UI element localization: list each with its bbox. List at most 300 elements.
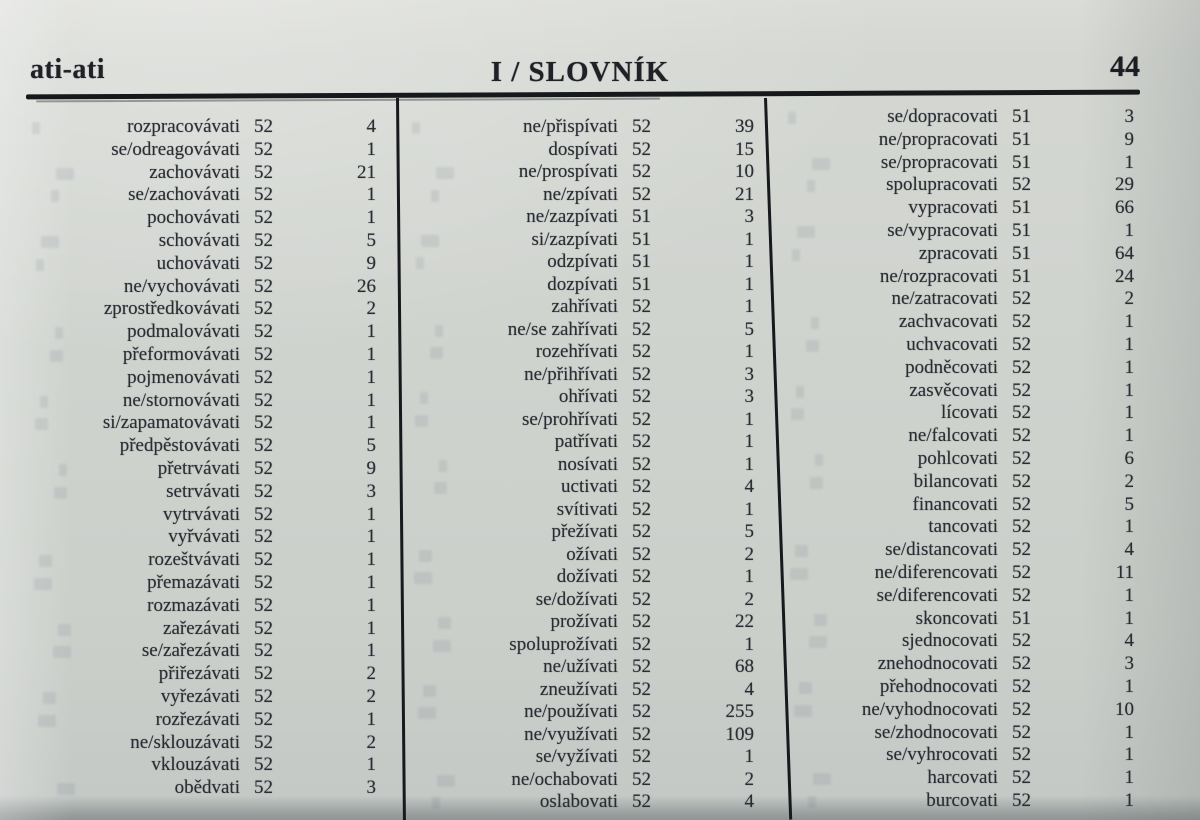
entry-row: [28, 367, 378, 390]
entry-count: 1: [1124, 767, 1134, 789]
entry-code: 51: [1012, 106, 1031, 127]
entry-row: [408, 274, 756, 297]
entry-count: 22: [735, 611, 754, 632]
entry-code: 51: [1012, 197, 1031, 219]
entry-count: 15: [735, 138, 754, 160]
entry-row: [408, 566, 756, 589]
entry-code: 52: [1012, 470, 1031, 492]
entry-word: se/odreagovávati: [111, 138, 240, 160]
entry-row: [784, 767, 1136, 790]
entry-row: [28, 435, 378, 458]
entry-row: [28, 709, 378, 732]
entry-word: svítivati: [556, 498, 618, 520]
entry-count: 1: [1124, 402, 1134, 424]
entry-word: tancovati: [928, 516, 998, 538]
entry-code: 51: [1012, 265, 1031, 287]
entry-word: dozpívati: [547, 273, 618, 295]
entry-word: pochovávati: [147, 207, 240, 229]
entry-count: 1: [366, 549, 376, 571]
entry-row: [408, 386, 756, 409]
entry-code: 52: [632, 791, 651, 812]
entry-count: 4: [744, 791, 754, 812]
header-rule: [26, 90, 1140, 100]
entry-row: [784, 334, 1136, 357]
entry-count: 4: [1124, 630, 1134, 652]
entry-row: [784, 425, 1136, 448]
entry-word: znehodnocovati: [877, 653, 998, 675]
entry-code: 52: [632, 723, 651, 745]
entry-count: 1: [366, 594, 376, 616]
entry-code: 52: [1012, 789, 1031, 811]
entry-count: 1: [366, 503, 376, 525]
entry-count: 6: [1124, 447, 1134, 469]
entry-count: 1: [1124, 789, 1134, 811]
entry-word: spolupracovati: [886, 174, 998, 196]
entry-word: se/prohřívati: [521, 408, 618, 430]
entry-code: 51: [632, 206, 651, 227]
entry-code: 52: [254, 321, 273, 343]
entry-word: vypracovati: [908, 197, 998, 219]
entry-word: oslabovati: [539, 791, 618, 812]
entry-code: 51: [632, 273, 651, 295]
entry-code: 52: [1012, 425, 1031, 447]
entry-row: [28, 116, 378, 139]
entry-row: [28, 184, 378, 207]
entry-row: [28, 344, 378, 367]
entry-count: 39: [735, 116, 754, 137]
entry-code: 52: [254, 594, 273, 616]
entry-count: 1: [744, 633, 754, 655]
entry-count: 1: [366, 366, 376, 388]
entry-row: [784, 676, 1136, 699]
entry-word: zprostředkovávati: [103, 298, 240, 320]
entry-count: 3: [744, 363, 754, 385]
entry-row: [784, 539, 1136, 562]
entry-row: [28, 663, 378, 686]
entry-word: se/zhodnocovati: [874, 721, 998, 743]
entry-row: [408, 251, 756, 274]
entry-word: se/vyžívati: [535, 746, 618, 767]
entry-row: [28, 686, 378, 709]
entry-count: 109: [725, 723, 754, 745]
entry-count: 2: [1124, 288, 1134, 310]
entry-row: [408, 769, 756, 792]
entry-row: [784, 106, 1136, 129]
entry-code: 52: [1012, 767, 1031, 789]
entry-count: 10: [735, 161, 754, 182]
entry-code: 52: [632, 363, 651, 385]
entry-code: 52: [632, 116, 651, 137]
entry-count: 2: [366, 731, 376, 753]
entry-code: 52: [1012, 333, 1031, 355]
entry-code: 52: [254, 252, 273, 274]
entry-word: vyřvávati: [168, 526, 240, 548]
entry-row: [784, 197, 1136, 220]
entry-row: [28, 526, 378, 549]
entry-word: pojmenovávati: [127, 366, 240, 388]
entry-row: [408, 116, 756, 139]
entry-count: 2: [744, 768, 754, 790]
entry-code: 52: [632, 701, 651, 722]
entry-row: [408, 656, 756, 679]
entry-row: [408, 139, 756, 162]
entry-count: 1: [744, 251, 754, 272]
entry-count: 1: [1124, 516, 1134, 538]
entry-word: ne/rozpracovati: [879, 265, 998, 287]
entry-code: 52: [632, 318, 651, 340]
entry-count: 1: [366, 617, 376, 639]
entry-code: 52: [632, 296, 651, 317]
entry-count: 1: [1124, 356, 1134, 378]
entry-count: 1: [744, 408, 754, 430]
entry-column-1: [28, 116, 378, 800]
entry-word: ne/prospívati: [518, 161, 618, 182]
entry-count: 2: [366, 685, 376, 707]
entry-count: 64: [1115, 242, 1134, 264]
entry-row: [28, 754, 378, 777]
entry-row: [28, 640, 378, 663]
entry-word: ne/zpívati: [543, 183, 618, 205]
entry-word: dožívati: [556, 566, 618, 587]
entry-word: přežívati: [551, 521, 618, 542]
entry-row: [784, 722, 1136, 745]
entry-code: 52: [1012, 721, 1031, 743]
entry-word: ne/propracovati: [878, 128, 998, 150]
entry-code: 52: [254, 298, 273, 320]
entry-code: 52: [632, 543, 651, 565]
entry-code: 52: [254, 161, 273, 183]
entry-row: [28, 549, 378, 572]
entry-count: 1: [1124, 151, 1134, 173]
entry-word: burcovati: [926, 789, 998, 811]
entry-word: ne/stornovávati: [122, 389, 240, 411]
entry-code: 52: [632, 138, 651, 160]
entry-code: 52: [632, 678, 651, 700]
entry-count: 5: [744, 521, 754, 542]
entry-code: 52: [254, 435, 273, 457]
entry-word: ne/se zahřívati: [507, 318, 618, 340]
entry-code: 52: [1012, 311, 1031, 333]
entry-count: 5: [366, 435, 376, 457]
entry-code: 51: [632, 251, 651, 272]
entry-code: 52: [254, 708, 273, 730]
entry-row: [784, 744, 1136, 767]
entry-code: 52: [632, 408, 651, 430]
entry-word: ožívati: [566, 543, 618, 565]
entry-code: 52: [1012, 174, 1031, 196]
entry-count: 1: [1124, 311, 1134, 333]
entry-count: 2: [744, 588, 754, 610]
entry-word: vyřezávati: [160, 685, 240, 707]
entry-count: 21: [735, 183, 754, 205]
entry-word: si/zazpívati: [531, 228, 618, 250]
entry-count: 1: [366, 571, 376, 593]
entry-word: se/distancovati: [885, 539, 998, 561]
entry-word: rozeštvávati: [148, 549, 240, 571]
entry-count: 1: [1124, 425, 1134, 447]
entry-word: setrvávati: [166, 480, 240, 502]
entry-word: ne/zazpívati: [526, 206, 618, 227]
entry-row: [408, 319, 756, 342]
entry-count: 1: [744, 341, 754, 362]
entry-word: si/zapamatovávati: [102, 412, 240, 434]
entry-count: 2: [1124, 470, 1134, 492]
entry-row: [784, 311, 1136, 334]
entry-row: [408, 679, 756, 702]
entry-code: 52: [1012, 653, 1031, 675]
entry-code: 52: [254, 731, 273, 753]
column-divider-1: [396, 98, 406, 820]
entry-row: [28, 732, 378, 755]
entry-count: 4: [366, 116, 376, 137]
entry-code: 52: [254, 343, 273, 365]
entry-count: 255: [725, 701, 754, 722]
entry-code: 52: [254, 549, 273, 571]
entry-code: 52: [1012, 493, 1031, 515]
entry-row: [28, 504, 378, 527]
entry-row: [784, 494, 1136, 517]
entry-word: zasvěcovati: [909, 379, 998, 401]
entry-count: 3: [744, 386, 754, 407]
entry-code: 52: [632, 768, 651, 790]
entry-word: se/propracovati: [880, 151, 998, 173]
entry-word: rozpracovávati: [127, 116, 240, 137]
entry-word: zařezávati: [163, 617, 240, 639]
entry-code: 52: [632, 566, 651, 587]
entry-word: pohlcovati: [917, 447, 998, 469]
entry-code: 52: [632, 633, 651, 655]
entry-row: [784, 243, 1136, 266]
entry-count: 5: [1124, 493, 1134, 515]
entry-word: ne/přihřívati: [524, 363, 618, 385]
entry-row: [408, 184, 756, 207]
entry-code: 51: [1012, 128, 1031, 150]
entry-word: ne/diferencovati: [874, 561, 998, 583]
entry-count: 3: [1124, 653, 1134, 675]
entry-count: 1: [744, 431, 754, 452]
entry-word: obědvati: [174, 777, 240, 799]
entry-word: rozmazávati: [147, 594, 240, 616]
entry-count: 1: [744, 228, 754, 250]
entry-word: uchovávati: [156, 252, 240, 274]
entry-code: 52: [632, 611, 651, 632]
entry-word: přehodnocovati: [879, 675, 998, 697]
entry-row: [408, 544, 756, 567]
entry-row: [28, 481, 378, 504]
entry-code: 52: [254, 640, 273, 662]
entry-count: 1: [366, 754, 376, 776]
entry-word: dospívati: [548, 138, 618, 160]
entry-word: zachvacovati: [898, 311, 998, 333]
entry-code: 51: [632, 228, 651, 250]
entry-row: [408, 454, 756, 477]
entry-word: se/diferencovati: [876, 584, 998, 606]
entry-code: 52: [632, 588, 651, 610]
entry-word: ne/využívati: [524, 723, 618, 745]
entry-row: [408, 161, 756, 184]
entry-row: [408, 521, 756, 544]
entry-count: 1: [744, 453, 754, 475]
entry-count: 1: [366, 207, 376, 229]
entry-row: [408, 206, 756, 229]
entry-word: odzpívati: [547, 251, 618, 272]
entry-count: 2: [366, 298, 376, 320]
entry-row: [784, 699, 1136, 722]
entry-code: 52: [254, 571, 273, 593]
entry-code: 52: [254, 617, 273, 639]
entry-word: předpěstovávati: [119, 435, 240, 457]
entry-word: se/dopracovati: [887, 106, 998, 127]
entry-row: [408, 611, 756, 634]
entry-code: 52: [254, 138, 273, 160]
entry-code: 52: [254, 412, 273, 434]
entry-row: [408, 431, 756, 454]
entry-code: 52: [632, 498, 651, 520]
entry-word: se/dožívati: [535, 588, 618, 610]
entry-word: přeformovávati: [122, 343, 240, 365]
entry-word: sjednocovati: [901, 630, 998, 652]
entry-word: schovávati: [158, 229, 240, 251]
entry-count: 5: [744, 318, 754, 340]
running-head-word-range: ati-ati: [30, 54, 106, 85]
entry-row: [28, 595, 378, 618]
entry-row: [28, 618, 378, 641]
entry-word: ne/užívati: [543, 656, 618, 677]
entry-code: 52: [1012, 675, 1031, 697]
entry-row: [408, 341, 756, 364]
entry-code: 52: [254, 184, 273, 206]
entry-row: [28, 390, 378, 413]
entry-count: 3: [1124, 106, 1134, 127]
entry-word: vklouzávati: [151, 754, 240, 776]
section-title: I / SLOVNÍK: [490, 56, 670, 88]
entry-row: [408, 634, 756, 657]
entry-row: [408, 701, 756, 724]
entry-row: [784, 653, 1136, 676]
entry-count: 2: [366, 663, 376, 685]
entry-count: 1: [366, 138, 376, 160]
entry-count: 1: [366, 343, 376, 365]
entry-count: 3: [366, 480, 376, 502]
entry-word: uchvacovati: [906, 333, 998, 355]
entry-word: ne/falcovati: [908, 425, 998, 447]
entry-row: [408, 499, 756, 522]
entry-count: 4: [744, 476, 754, 497]
entry-count: 1: [1124, 675, 1134, 697]
entry-count: 9: [366, 457, 376, 479]
entry-row: [28, 321, 378, 344]
entry-count: 1: [366, 640, 376, 662]
entry-row: [28, 207, 378, 230]
entry-row: [28, 777, 378, 800]
entry-count: 1: [366, 412, 376, 434]
entry-word: rozehřívati: [535, 341, 618, 362]
entry-word: ne/ochabovati: [511, 768, 618, 790]
entry-count: 4: [744, 678, 754, 700]
entry-code: 52: [1012, 630, 1031, 652]
entry-count: 66: [1115, 197, 1134, 219]
entry-row: [784, 129, 1136, 152]
entry-count: 1: [1124, 607, 1134, 629]
entry-code: 52: [1012, 402, 1031, 424]
entry-word: zahřívati: [551, 296, 618, 317]
entry-code: 52: [254, 457, 273, 479]
entry-word: patřívati: [554, 431, 618, 452]
entry-row: [784, 516, 1136, 539]
entry-word: se/zachovávati: [128, 184, 240, 206]
entry-code: 52: [254, 480, 273, 502]
entry-row: [784, 174, 1136, 197]
entry-row: [784, 266, 1136, 289]
entry-word: bilancovati: [913, 470, 998, 492]
entry-row: [784, 380, 1136, 403]
entry-row: [784, 585, 1136, 608]
entry-code: 52: [254, 207, 273, 229]
entry-count: 9: [366, 252, 376, 274]
entry-row: [408, 296, 756, 319]
entry-row: [408, 746, 756, 769]
entry-row: [28, 458, 378, 481]
entry-row: [784, 220, 1136, 243]
entry-code: 52: [632, 656, 651, 677]
entry-word: lícovati: [941, 402, 998, 424]
entry-count: 1: [366, 526, 376, 548]
entry-count: 1: [744, 566, 754, 587]
entry-row: [784, 152, 1136, 175]
entry-word: se/vyhrocovati: [886, 744, 998, 766]
entry-row: [408, 364, 756, 387]
entry-count: 3: [744, 206, 754, 227]
entry-code: 52: [632, 386, 651, 407]
entry-count: 1: [744, 273, 754, 295]
entry-row: [28, 298, 378, 321]
entry-code: 52: [254, 777, 273, 799]
entry-word: prožívati: [550, 611, 618, 632]
entry-row: [28, 276, 378, 299]
entry-code: 52: [632, 476, 651, 497]
entry-word: zneužívati: [539, 678, 618, 700]
entry-row: [784, 562, 1136, 585]
entry-count: 68: [735, 656, 754, 677]
entry-row: [28, 253, 378, 276]
entry-word: vytrvávati: [162, 503, 240, 525]
entry-code: 52: [632, 521, 651, 542]
entry-word: ne/vyhodnocovati: [861, 698, 998, 720]
entry-code: 51: [1012, 607, 1031, 629]
entry-count: 11: [1115, 561, 1134, 583]
entry-count: 1: [744, 296, 754, 317]
entry-count: 1: [1124, 219, 1134, 241]
entry-word: rozřezávati: [155, 708, 240, 730]
entry-count: 10: [1115, 698, 1134, 720]
entry-row: [408, 229, 756, 252]
entry-code: 52: [254, 754, 273, 776]
entry-code: 52: [254, 503, 273, 525]
entry-code: 52: [1012, 744, 1031, 766]
entry-row: [28, 230, 378, 253]
entry-count: 1: [744, 498, 754, 520]
entry-word: nosívati: [557, 453, 618, 475]
entry-code: 52: [1012, 447, 1031, 469]
entry-code: 52: [1012, 561, 1031, 583]
entry-code: 52: [1012, 516, 1031, 538]
entry-row: [784, 630, 1136, 653]
entry-count: 1: [1124, 379, 1134, 401]
entry-word: zpracovati: [918, 242, 998, 264]
entry-row: [28, 572, 378, 595]
entry-row: [784, 288, 1136, 311]
entry-word: ne/přispívati: [523, 116, 618, 137]
